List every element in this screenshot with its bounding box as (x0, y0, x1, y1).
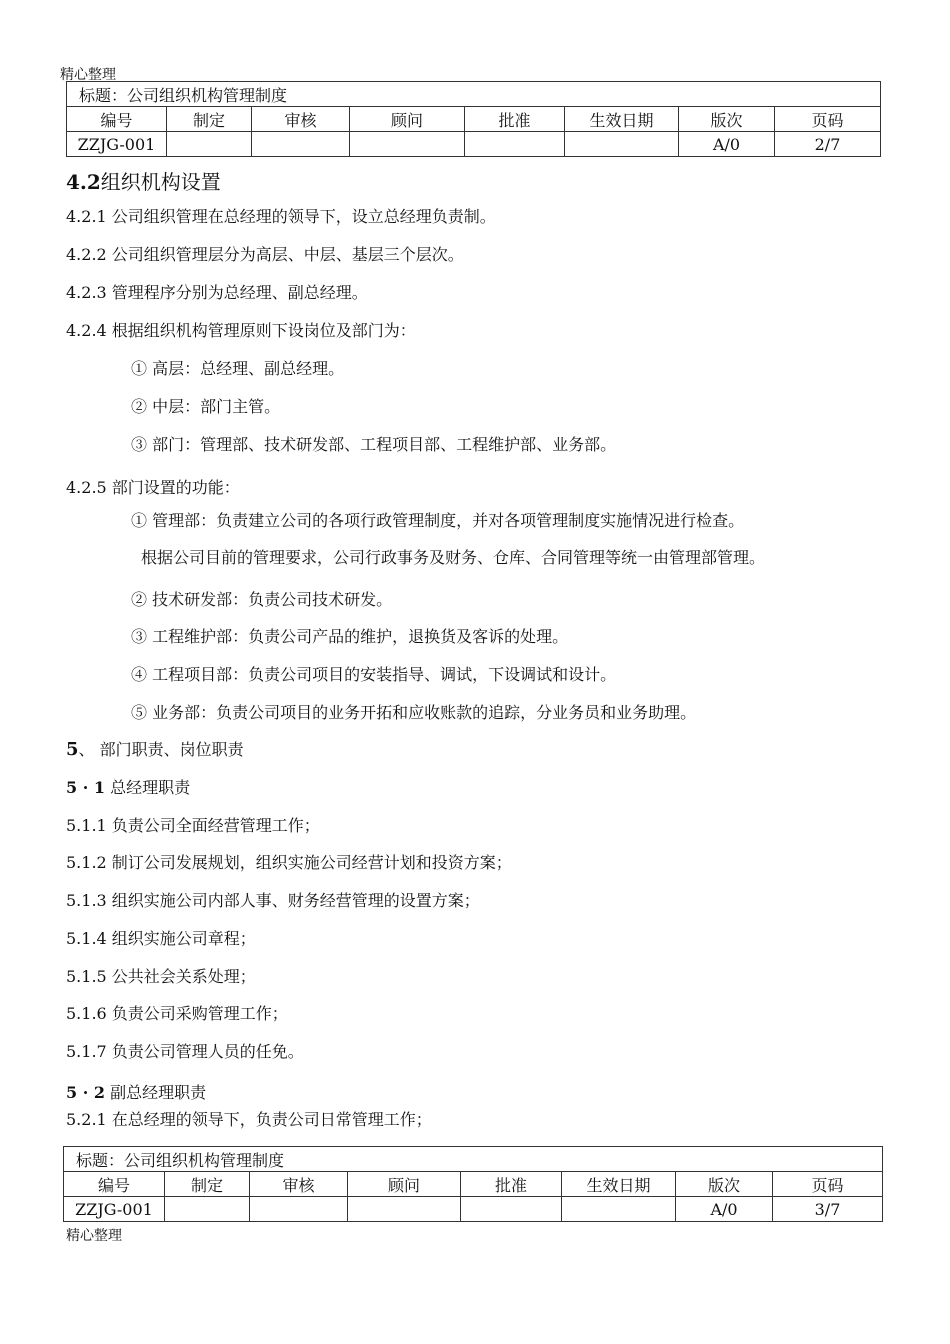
section-5-number: 5 (66, 739, 79, 760)
footer-note: 精心整理 (66, 1228, 122, 1244)
section-5-1-number: 5 · 1 (66, 778, 105, 797)
footer-columns-row (64, 1172, 883, 1197)
header-values-row (67, 132, 881, 157)
header-date-value (565, 132, 679, 157)
function-item: ② 技术研发部：负责公司技术研发。 (131, 590, 393, 609)
section-5-1-heading (66, 778, 190, 798)
header-col-made: 制定 (167, 107, 252, 132)
header-version-value: A/0 (679, 132, 775, 157)
level-item: ① 高层：总经理、副总经理。 (131, 359, 345, 378)
paragraph-4-2-5: 4.2.5 部门设置的功能： (66, 478, 240, 497)
header-page-value: 2/7 (775, 132, 881, 157)
header-col-code: 编号 (67, 107, 167, 132)
paragraph-4-2-2: 4.2.2 公司组织管理层分为高层、中层、基层三个层次。 (66, 245, 464, 264)
section-4-2-heading (66, 166, 221, 195)
section-5-2-heading (66, 1083, 206, 1103)
section-4-2-number: 4.2 (66, 170, 101, 194)
duty-item: 5.2.1 在总经理的领导下，负责公司日常管理工作； (66, 1110, 432, 1129)
function-item: ⑤ 业务部：负责公司项目的业务开拓和应收账款的追踪，分业务员和业务助理。 (131, 703, 697, 722)
footer-col-approve: 批准 (461, 1172, 562, 1197)
footer-col-page: 页码 (773, 1172, 883, 1197)
section-5-title: 、 部门职责、岗位职责 (78, 740, 244, 759)
header-note: 精心整理 (60, 67, 116, 83)
function-item: ③ 工程维护部：负责公司产品的维护，退换货及客诉的处理。 (131, 627, 569, 646)
section-4-2-title: 组织机构设置 (100, 170, 221, 194)
section-5-2-number: 5 · 2 (66, 1083, 105, 1102)
section-5-2-title: 副总经理职责 (110, 1083, 207, 1102)
footer-made-value (165, 1197, 250, 1222)
header-columns-row (67, 107, 881, 132)
header-advisor-value (350, 132, 465, 157)
header-col-review: 审核 (252, 107, 350, 132)
duty-item: 5.1.6 负责公司采购管理工作； (66, 1004, 288, 1023)
function-item-continued: 根据公司目前的管理要求，公司行政事务及财务、仓库、合同管理等统一由管理部管理。 (141, 548, 766, 567)
footer-col-effective-date: 生效日期 (562, 1172, 676, 1197)
footer-date-value (562, 1197, 676, 1222)
header-code-value: ZZJG-001 (67, 132, 167, 157)
footer-table (63, 1146, 883, 1222)
footer-col-version: 版次 (676, 1172, 773, 1197)
level-item: ② 中层：部门主管。 (131, 397, 281, 416)
header-approve-value (465, 132, 565, 157)
duty-item: 5.1.5 公共社会关系处理； (66, 967, 256, 986)
header-col-approve: 批准 (465, 107, 565, 132)
level-item: ③ 部门：管理部、技术研发部、工程项目部、工程维护部、业务部。 (131, 435, 617, 454)
header-review-value (252, 132, 350, 157)
header-col-page: 页码 (775, 107, 881, 132)
duty-item: 5.1.4 组织实施公司章程； (66, 929, 256, 948)
footer-values-row (64, 1197, 883, 1222)
header-col-effective-date: 生效日期 (565, 107, 679, 132)
footer-review-value (250, 1197, 348, 1222)
footer-col-made: 制定 (165, 1172, 250, 1197)
footer-approve-value (461, 1197, 562, 1222)
footer-code-value: ZZJG-001 (64, 1197, 165, 1222)
footer-page-value: 3/7 (773, 1197, 883, 1222)
header-table (66, 81, 881, 157)
duty-item: 5.1.2 制订公司发展规划，组织实施公司经营计划和投资方案； (66, 853, 512, 872)
duty-item: 5.1.1 负责公司全面经营管理工作； (66, 816, 320, 835)
paragraph-4-2-4: 4.2.4 根据组织机构管理原则下设岗位及部门为： (66, 321, 416, 340)
function-item: ① 管理部：负责建立公司的各项行政管理制度，并对各项管理制度实施情况进行检查。 (131, 511, 745, 530)
footer-title: 标题：公司组织机构管理制度 (64, 1147, 883, 1172)
footer-col-advisor: 顾问 (348, 1172, 461, 1197)
header-col-version: 版次 (679, 107, 775, 132)
header-title: 标题：公司组织机构管理制度 (67, 82, 881, 107)
footer-col-review: 审核 (250, 1172, 348, 1197)
paragraph-4-2-1: 4.2.1 公司组织管理在总经理的领导下，设立总经理负责制。 (66, 207, 496, 226)
header-col-advisor: 顾问 (350, 107, 465, 132)
function-item: ④ 工程项目部：负责公司项目的安装指导、调试，下设调试和设计。 (131, 665, 617, 684)
duty-item: 5.1.7 负责公司管理人员的任免。 (66, 1042, 304, 1061)
header-made-value (167, 132, 252, 157)
section-5-1-title: 总经理职责 (110, 778, 191, 797)
duty-item: 5.1.3 组织实施公司内部人事、财务经营管理的设置方案； (66, 891, 480, 910)
section-5-heading (66, 740, 244, 760)
footer-version-value: A/0 (676, 1197, 773, 1222)
paragraph-4-2-3: 4.2.3 管理程序分别为总经理、副总经理。 (66, 283, 368, 302)
footer-advisor-value (348, 1197, 461, 1222)
footer-col-code: 编号 (64, 1172, 165, 1197)
